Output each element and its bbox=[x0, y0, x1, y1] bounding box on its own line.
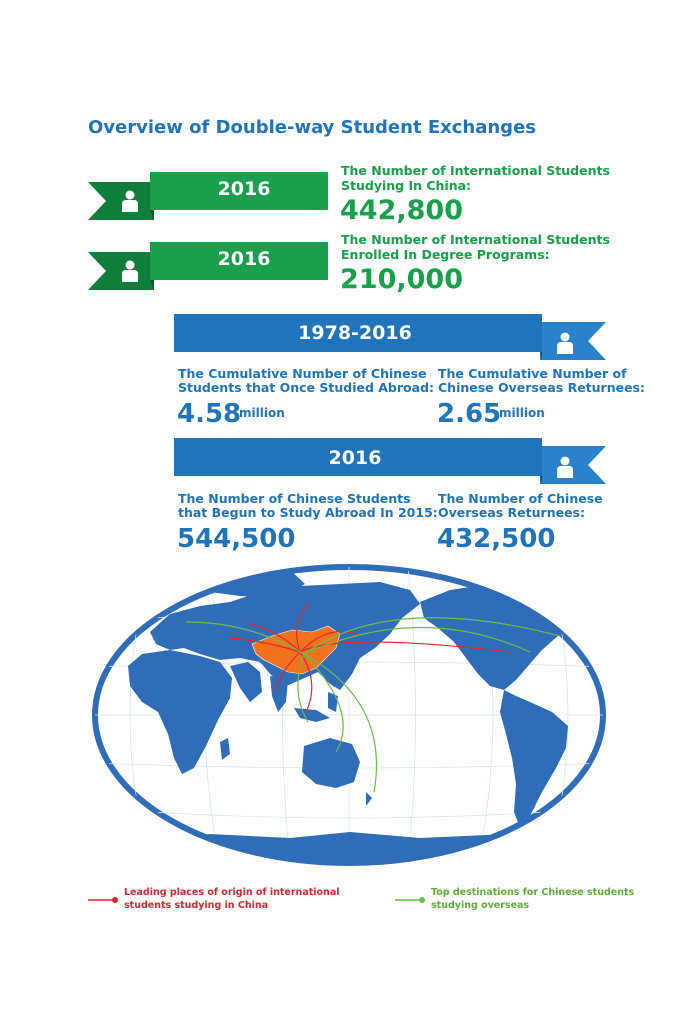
green-label-line1: The Number of International Students bbox=[341, 232, 610, 247]
blue-label-line1: The Cumulative Number of bbox=[438, 366, 627, 381]
green-value: 442,800 bbox=[340, 195, 463, 226]
green-label-line2: Enrolled In Degree Programs: bbox=[341, 247, 550, 262]
blue-label-line2: Students that Once Studied Abroad: bbox=[178, 380, 435, 395]
green-legend-line2: studying overseas bbox=[431, 900, 530, 911]
blue-label-line2: Chinese Overseas Returnees: bbox=[438, 380, 646, 395]
blue-label-line1: The Number of Chinese Students bbox=[178, 491, 411, 506]
blue-label-line2: that Begun to Study Abroad In 2015: bbox=[178, 505, 438, 520]
red-line-legend-marker bbox=[88, 893, 122, 907]
blue-unit: million bbox=[239, 406, 285, 420]
green-label-line2: Studying In China: bbox=[341, 178, 472, 193]
blue-value: 544,500 bbox=[177, 524, 296, 554]
person-icon bbox=[555, 456, 575, 478]
green-ribbon-year: 2016 bbox=[217, 248, 271, 270]
world-map bbox=[90, 562, 608, 868]
person-icon bbox=[555, 332, 575, 354]
blue-value: 2.65 bbox=[437, 399, 502, 429]
blue-value: 4.58 bbox=[177, 399, 242, 429]
page-title: Overview of Double-way Student Exchanges bbox=[88, 117, 536, 138]
blue-ribbon-year: 2016 bbox=[328, 447, 382, 469]
blue-label-line1: The Cumulative Number of Chinese bbox=[178, 366, 427, 381]
green-value: 210,000 bbox=[340, 264, 463, 295]
green-line-legend-marker bbox=[395, 893, 429, 907]
person-icon bbox=[120, 190, 140, 212]
green-legend-line1: Top destinations for Chinese students bbox=[431, 887, 635, 898]
green-ribbon-year: 2016 bbox=[217, 178, 271, 200]
blue-unit: million bbox=[499, 406, 545, 420]
red-legend-line2: students studying in China bbox=[124, 900, 269, 911]
red-legend-line1: Leading places of origin of international bbox=[124, 887, 340, 898]
person-icon bbox=[120, 260, 140, 282]
blue-label-line1: The Number of Chinese bbox=[438, 491, 603, 506]
blue-label-line2: Overseas Returnees: bbox=[438, 505, 585, 520]
green-label-line1: The Number of International Students bbox=[341, 163, 610, 178]
blue-ribbon-year: 1978-2016 bbox=[298, 322, 412, 344]
blue-value: 432,500 bbox=[437, 524, 556, 554]
